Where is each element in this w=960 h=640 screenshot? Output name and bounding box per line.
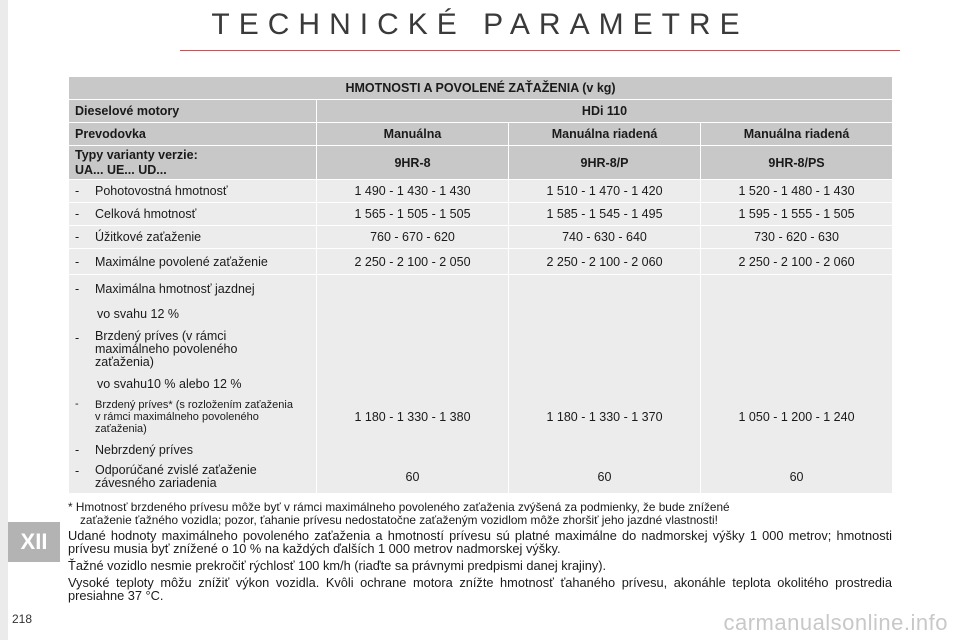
table-cell: 1 510 - 1 470 - 1 420 (509, 180, 701, 203)
table-caption-row (69, 77, 893, 100)
variant-label-line2: UA... UE... UD... (75, 162, 167, 177)
footnote-line: * Hmotnosť brzdeného prívesu môže byť v rámci maximálneho povoleného zaťaženia zvýšená za podmienky, že bude znížené (68, 500, 730, 514)
variant-label-line1: Typy varianty verzie: (75, 147, 198, 162)
table-cell: 2 250 - 2 100 - 2 060 (509, 249, 701, 275)
trailer-values-col (317, 275, 509, 494)
table-cell: 2 250 - 2 100 - 2 050 (317, 249, 509, 275)
table-row-trailer-block (69, 275, 893, 494)
watermark: carmanualsonline.info (723, 610, 948, 635)
gearbox-cell: Manuálna riadená (509, 123, 701, 146)
table-cell: 60 (597, 470, 612, 484)
trailer-values-col (509, 275, 701, 494)
trailer-values-col (701, 275, 893, 494)
footnote (68, 501, 892, 527)
row-label: - Maximálne povolené zaťaženie (69, 249, 317, 275)
note-speed: Ťažné vozidlo nesmie prekročiť rýchlosť 100 km/h (riaďte sa právnymi predpismi danej krajiny). (68, 558, 607, 573)
engine-label: Dieselové motory (69, 100, 317, 123)
row-label: - Pohotovostná hmotnosť (69, 180, 317, 203)
table-cell: 1 585 - 1 545 - 1 495 (509, 203, 701, 226)
row-label: - Maximálna hmotnosť jazdnej (75, 282, 255, 296)
table-cell: 1 565 - 1 505 - 1 505 (317, 203, 509, 226)
footnote-line: zaťaženie ťažného vozidla; pozor, ťahanie prívesu nedostatočne zaťaženým vozidlom môže zhoršiť jeho jazdné vlastnosti! (80, 513, 718, 527)
row-label: - Úžitkové zaťaženie (69, 226, 317, 249)
table-row-gross (69, 203, 893, 226)
row-label: - Celková hmotnosť (69, 203, 317, 226)
variant-cell: 9HR-8 (317, 146, 509, 180)
table-cell: 60 (789, 470, 804, 484)
table-cell: 1 520 - 1 480 - 1 430 (701, 180, 893, 203)
page-number: 218 (12, 612, 33, 626)
table-cell: 740 - 630 - 640 (509, 226, 701, 249)
table-row-payload (69, 226, 893, 249)
table-cell: 1 595 - 1 555 - 1 505 (701, 203, 893, 226)
row-label: - Brzdený príves (v rámci maximálneho povoleného zaťaženia) (75, 328, 238, 369)
row-label: - Nebrzdený príves (75, 443, 193, 457)
table-cell: 1 180 - 1 330 - 1 380 (354, 410, 471, 424)
variant-cell: 9HR-8/P (509, 146, 701, 180)
table-cell: 730 - 620 - 630 (701, 226, 893, 249)
gearbox-cell: Manuálna (317, 123, 509, 146)
chapter-tab[interactable]: XII (8, 522, 60, 562)
trailer-labels (69, 275, 317, 494)
gearbox-label: Prevodovka (69, 123, 317, 146)
weights-table (68, 76, 893, 494)
variant-row (69, 146, 893, 180)
note-altitude: Udané hodnoty maximálneho povoleného zaťaženia a hmotností prívesu sú platné maximálne do nadmorskej výšky 1 000 metrov; hmotnosti prívesu musia byť znížené o 10 % na každých ďalších 1 000 metrov nadmorskej výšky. (68, 528, 892, 556)
gearbox-row (69, 123, 893, 146)
engine-value: HDi 110 (317, 100, 893, 123)
variant-cell: 9HR-8/PS (701, 146, 893, 180)
title-divider (180, 50, 900, 51)
row-label: - Brzdený príves* (s rozložením zaťaženia v rámci maximálneho povoleného zaťaženia) (75, 398, 293, 435)
page-margin-bar (0, 0, 8, 640)
engine-row (69, 100, 893, 123)
table-cell: 2 250 - 2 100 - 2 060 (701, 249, 893, 275)
table-cell: 60 (405, 470, 420, 484)
row-label: - Odporúčané zvislé zaťaženie závesného zariadenia (75, 463, 257, 490)
table-row-max-allowed (69, 249, 893, 275)
table-cell: 1 050 - 1 200 - 1 240 (738, 410, 855, 424)
variant-label (69, 146, 317, 180)
note-temperature: Vysoké teploty môžu znížiť výkon vozidla. Kvôli ochrane motora znížte hmotnosť ťahaného prívesu, akonáhle teplota okolitého prostredia presiahne 37 °C. (68, 575, 892, 603)
page-title: TECHNICKÉ PARAMETRE (211, 8, 749, 41)
table-cell: 760 - 670 - 620 (317, 226, 509, 249)
row-label-sub: vo svahu10 % alebo 12 % (97, 377, 242, 391)
gearbox-cell: Manuálna riadená (701, 123, 893, 146)
row-label-sub: vo svahu 12 % (97, 307, 179, 321)
table-cell: 1 490 - 1 430 - 1 430 (317, 180, 509, 203)
table-cell: 1 180 - 1 330 - 1 370 (546, 410, 663, 424)
table-caption: HMOTNOSTI A POVOLENÉ ZAŤAŽENIA (v kg) (69, 77, 893, 100)
table-row-curb (69, 180, 893, 203)
